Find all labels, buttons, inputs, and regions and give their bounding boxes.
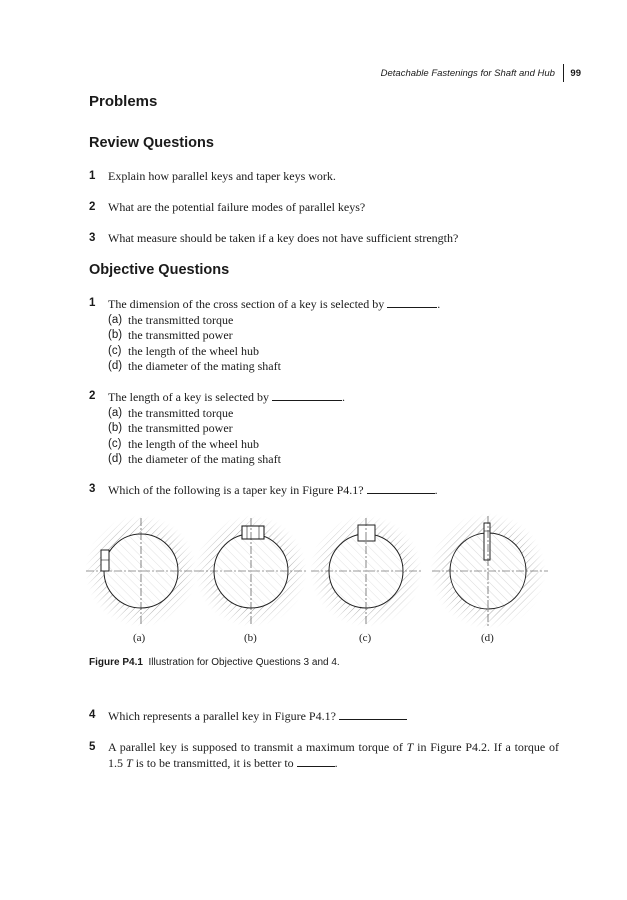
review-questions-heading: Review Questions <box>89 135 214 151</box>
question-text: Explain how parallel keys and taper keys work. <box>108 169 336 183</box>
question-number: 2 <box>89 201 96 213</box>
option: (c) the length of the wheel hub <box>108 343 259 358</box>
question-number: 1 <box>89 297 96 309</box>
question-number: 2 <box>89 390 96 402</box>
option: (d) the diameter of the mating shaft <box>108 452 281 466</box>
objective-question-5 <box>89 739 559 771</box>
question-text: Which of the following is a taper key in Figure P4.1? . <box>108 483 438 497</box>
option: (b) the transmitted power <box>108 421 233 435</box>
question-number: 4 <box>89 709 96 721</box>
question-number: 3 <box>89 232 96 244</box>
question-text: The length of a key is selected by . <box>108 390 345 404</box>
objective-question-4 <box>89 708 559 725</box>
option: (b) the transmitted power <box>108 328 233 342</box>
figure-label-a: (a) <box>133 632 146 644</box>
question-text: A parallel key is supposed to transmit a maximum torque of T in Figure P4.2. If a torque of 1.5 T is to be transmitted, it is better to . <box>108 740 560 770</box>
page-number: 99 <box>570 67 581 79</box>
answer-blank <box>297 755 335 767</box>
caption-label: Figure P4.1 <box>89 657 143 668</box>
figure-caption <box>89 657 340 668</box>
question-number: 1 <box>89 170 96 182</box>
figure-label-d: (d) <box>481 632 494 644</box>
figure-label-c: (c) <box>359 632 372 644</box>
question-text: The dimension of the cross section of a key is selected by . <box>108 297 441 311</box>
question-number: 3 <box>89 483 96 495</box>
question-text: Which represents a parallel key in Figure P4.1? <box>108 708 559 725</box>
question-text: What are the potential failure modes of parallel keys? <box>108 200 366 214</box>
figure-label-b: (b) <box>244 632 257 644</box>
option: (a) the transmitted torque <box>108 405 234 420</box>
option: (a) the transmitted torque <box>108 312 234 327</box>
caption-text: Illustration for Objective Questions 3 and 4. <box>148 657 340 668</box>
question-number: 5 <box>89 741 96 753</box>
figure-b-shaft-with-key <box>195 515 307 627</box>
option: (d) the diameter of the mating shaft <box>108 359 281 373</box>
running-title: Detachable Fastenings for Shaft and Hub <box>380 67 555 79</box>
option: (c) the length of the wheel hub <box>108 436 259 451</box>
figure-d-shaft-with-key <box>430 513 548 629</box>
objective-questions-heading: Objective Questions <box>89 262 230 278</box>
problems-heading: Problems <box>89 93 158 110</box>
answer-blank <box>339 708 407 720</box>
figure-c-shaft-with-key <box>310 515 422 627</box>
figure-a-shaft-with-key <box>85 515 197 627</box>
question-text: What measure should be taken if a key does not have sufficient strength? <box>108 231 459 245</box>
